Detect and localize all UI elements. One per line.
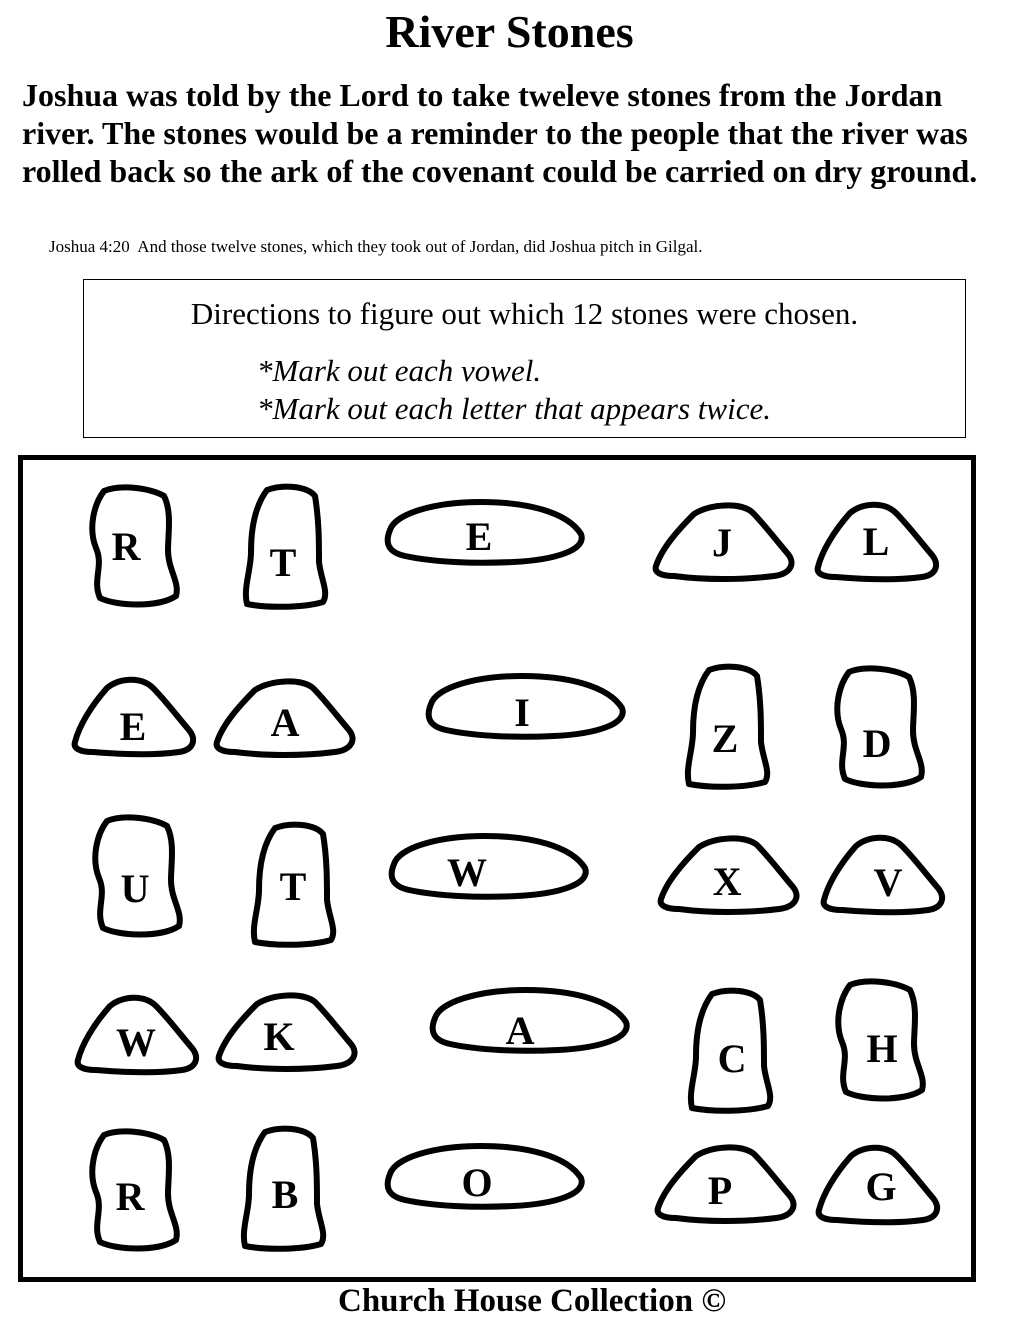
stone-letter: E — [465, 514, 493, 559]
stone-letter: R — [115, 1174, 145, 1219]
stone-letter: W — [116, 1020, 156, 1065]
intro-paragraph: Joshua was told by the Lord to take tweleve stones from the Jordan river. The stones would be a reminder to the people that the river was rolled back so the ark of the covenant could be carried on dry ground. — [22, 77, 978, 189]
stone — [818, 505, 936, 580]
stone-letter: I — [514, 690, 530, 735]
stone — [433, 990, 627, 1053]
stone-letter: G — [865, 1164, 897, 1209]
stone-letter: Z — [711, 716, 739, 761]
stone-letter: V — [873, 860, 903, 905]
stone-letter: A — [505, 1008, 535, 1053]
stone — [824, 838, 942, 913]
stone-letter: K — [263, 1014, 295, 1059]
stone — [246, 487, 325, 607]
stone — [656, 505, 792, 579]
stone — [254, 825, 333, 945]
stone — [217, 681, 353, 755]
stone-letter: J — [712, 520, 732, 565]
stone — [429, 676, 623, 737]
stone — [78, 998, 196, 1073]
stone — [95, 817, 180, 934]
stone-letter: D — [862, 721, 892, 766]
stone-letter: P — [707, 1168, 733, 1213]
stone — [388, 502, 582, 563]
direction-step-duplicates: *Mark out each letter that appears twice. — [257, 391, 771, 426]
stone — [219, 995, 355, 1069]
stone-letter: C — [717, 1036, 747, 1081]
stone-letter: X — [712, 859, 742, 904]
stone — [388, 1146, 582, 1207]
stone-letter: E — [119, 704, 147, 749]
stone — [658, 1147, 794, 1221]
page-title: River Stones — [385, 6, 634, 57]
stone — [837, 668, 922, 785]
stone-letter: H — [866, 1026, 898, 1071]
scripture-verse: Joshua 4:20 And those twelve stones, which they took out of Jordan, did Joshua pitch in Gilgal. — [49, 237, 703, 256]
stone — [691, 991, 770, 1111]
stone — [92, 487, 177, 604]
stone-letter: L — [862, 519, 890, 564]
stone-letter: B — [271, 1172, 299, 1217]
stone — [244, 1129, 323, 1249]
direction-step-vowels: *Mark out each vowel. — [257, 353, 542, 388]
stone — [392, 836, 586, 897]
copyright-footer: Church House Collection © — [338, 1283, 726, 1319]
directions-title: Directions to figure out which 12 stones were chosen. — [190, 296, 859, 331]
stone-letter: W — [447, 850, 487, 895]
stone-letter: U — [120, 866, 150, 911]
stone — [688, 667, 767, 787]
stone-letter: R — [111, 524, 141, 569]
stone — [819, 1148, 937, 1223]
stone — [75, 680, 193, 755]
stone-letter: O — [461, 1160, 493, 1205]
stone-letter: T — [269, 540, 297, 585]
stone — [838, 981, 923, 1098]
stone-letter: A — [270, 700, 300, 745]
stone-letter: T — [279, 864, 307, 909]
stone — [92, 1131, 177, 1248]
stone-outline — [392, 836, 586, 897]
stone — [661, 838, 797, 912]
